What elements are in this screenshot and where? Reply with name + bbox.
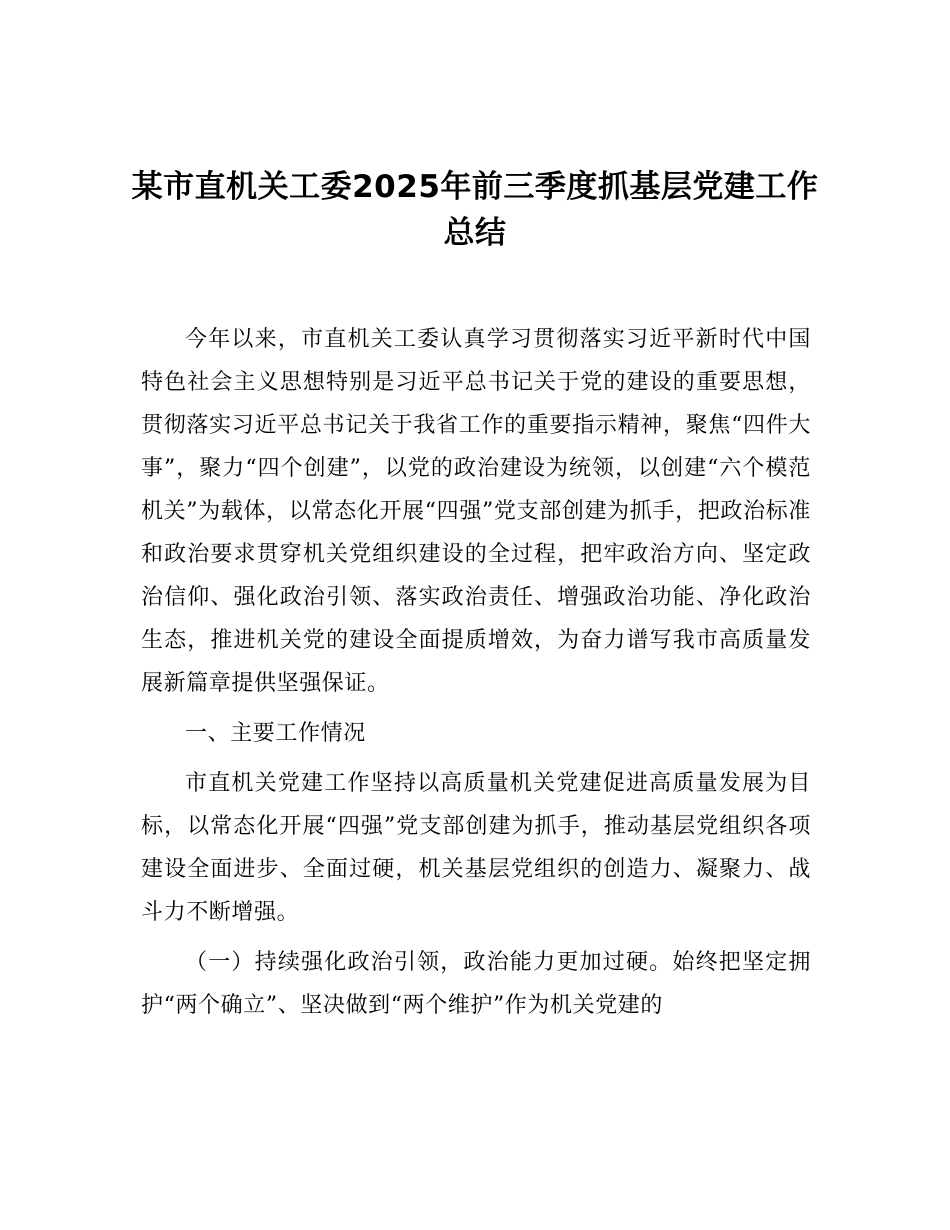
section-heading: 一、主要工作情况	[185, 721, 366, 746]
document-body	[141, 318, 811, 1034]
document-title: 某市直机关工委2025年前三季度抓基层党建工作总结	[131, 169, 819, 251]
intro-paragraph: 今年以来，市直机关工委认真学习贯彻落实习近平新时代中国特色社会主义思想特别是习近平总书记关于党的建设的重要思想，贯彻落实习近平总书记关于我省工作的重要指示精神，聚焦“四件大事”，聚力“四个创建”，以党的政治建设为统领，以创建“六个模范机关”为载体，以常态化开展“四强”党支部创建为抓手，把政治标准和政治要求贯穿机关党组织建设的全过程，把牢政治方向、坚定政治信仰、强化政治引领、落实政治责任、增强政治功能、净化政治生态，推进机关党的建设全面提质增效，为奋力谱写我市高质量发展新篇章提供坚强保证。	[141, 327, 811, 696]
subsection-paragraph: （一）持续强化政治引领，政治能力更加过硬。始终把坚定拥护“两个确立”、坚决做到“两个维护”作为机关党建的	[141, 950, 811, 1018]
section-intro-paragraph: 市直机关党建工作坚持以高质量机关党建促进高质量发展为目标，以常态化开展“四强”党支部创建为抓手，推动基层党组织各项建设全面进步、全面过硬，机关基层党组织的创造力、凝聚力、战斗力不断增强。	[141, 771, 811, 925]
